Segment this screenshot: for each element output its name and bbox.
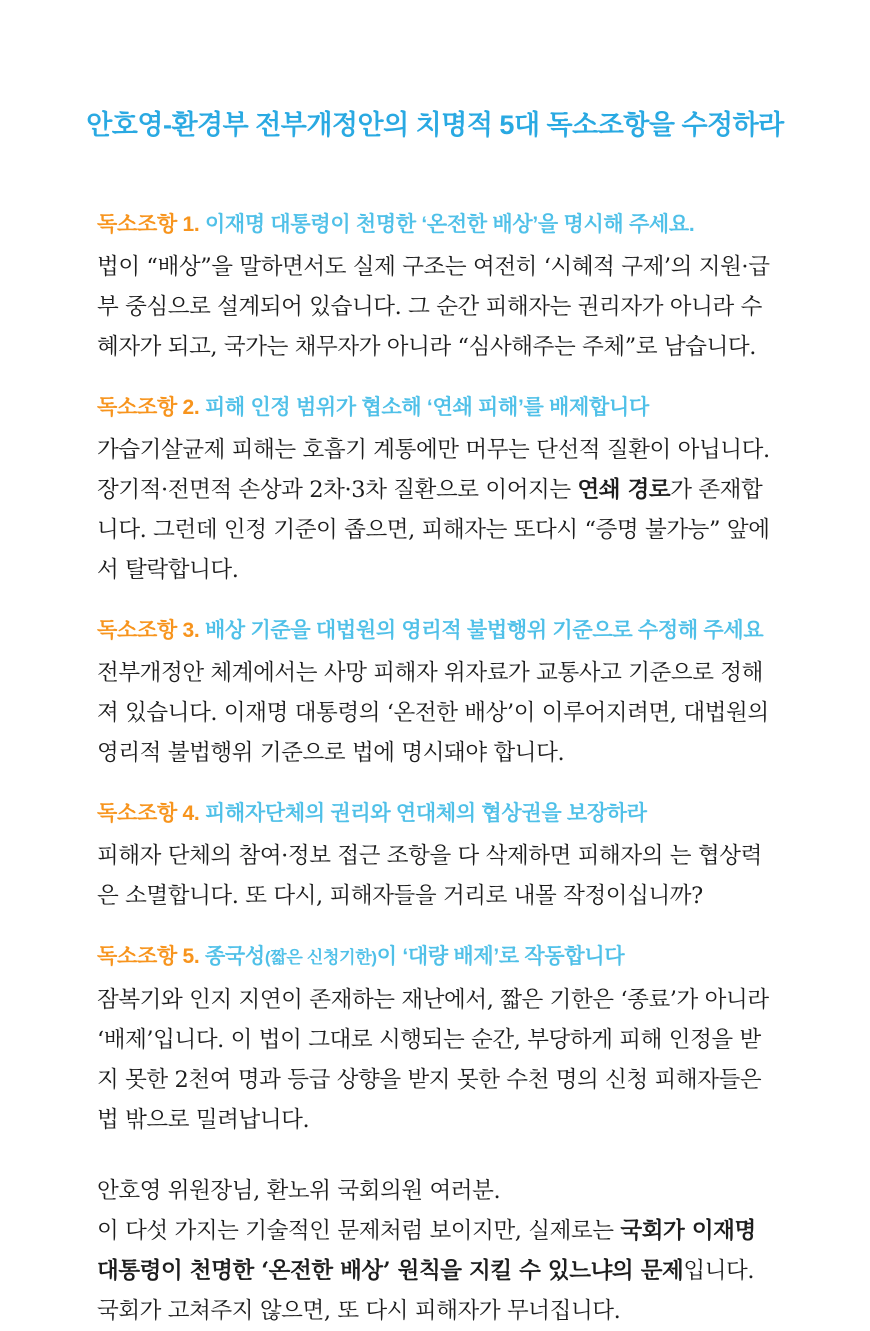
page-title: 안호영-환경부 전부개정안의 치명적 5대 독소조항을 수정하라 [86, 110, 784, 140]
text-segment: 잠복기와 인지 지연이 존재하는 재난에서, 짧은 기한은 ‘종료’가 아니라 ‘배제’입니다. 이 법이 그대로 시행되는 순간, 부당하게 피해 인정을 받지 못한 2천여 명과 등급 상향을 받지 못한 수천 명의 신청 피해자들은 법 밖으로 밀려납니다. [97, 987, 769, 1133]
section-heading-text [205, 945, 624, 968]
text-segment: 연쇄 경로 [577, 477, 671, 503]
section-heading-text [205, 619, 763, 642]
closing-paragraph [97, 1171, 775, 1331]
text-segment: 피해자단체의 권리와 연대체의 협상권을 보장하라 [204, 802, 647, 825]
section-heading [97, 617, 775, 644]
text-segment: 이 ‘대량 배제’로 작동합니다 [376, 945, 625, 968]
document-content [97, 211, 775, 1331]
section-heading [97, 394, 775, 421]
text-segment: 종국성 [204, 945, 265, 968]
section-number-label: 독소조항 5. [97, 945, 205, 968]
section-heading-text [205, 213, 695, 236]
section-number-label: 독소조항 3. [97, 619, 205, 642]
section-body [97, 980, 775, 1140]
section-heading-text [205, 396, 649, 419]
section-body [97, 430, 775, 590]
section-number-label: 독소조항 4. [97, 802, 205, 825]
section-body [97, 247, 775, 367]
text-segment: 전부개정안 체계에서는 사망 피해자 위자료가 교통사고 기준으로 정해져 있습니다. 이재명 대통령의 ‘온전한 배상’이 이루어지려면, 대법원의 영리적 불법행위 기준으로 법에 명시돼야 합니다. [97, 660, 769, 766]
sections-container [97, 211, 775, 1140]
closing-address-line: 안호영 위원장님, 환노위 국회의원 여러분. [97, 1178, 501, 1204]
section-heading [97, 211, 775, 238]
text-segment: 피해자 단체의 참여·정보 접근 조항을 다 삭제하면 피해자의 는 협상력은 소멸합니다. 또 다시, 피해자들을 거리로 내몰 작정이십니까? [97, 843, 762, 909]
section-number-label: 독소조항 1. [97, 213, 205, 236]
text-segment: 가 존재합니다. 그런데 인정 기준이 좁으면, 피해자는 또다시 “증명 불가능” 앞에서 탈락합니다. [97, 477, 770, 583]
text-segment: 국회가 이재명 대통령이 천명한 ‘온전한 배상’ 원칙을 지킬 수 있느냐의 문제 [97, 1218, 756, 1284]
poison-clause-section [97, 800, 775, 916]
text-segment: 이재명 대통령이 천명한 ‘온전한 배상’을 명시해 주세요. [204, 213, 695, 236]
closing-statement [97, 1218, 756, 1324]
section-number-label: 독소조항 2. [97, 396, 205, 419]
text-segment: (짧은 신청기한) [264, 948, 377, 967]
section-body [97, 836, 775, 916]
text-segment: 배상 기준을 대법원의 영리적 불법행위 기준으로 수정해 주세요 [204, 619, 764, 642]
poison-clause-section [97, 394, 775, 590]
text-segment: 입니다. 국회가 고쳐주지 않으면, 또 다시 피해자가 무너집니다. [97, 1258, 755, 1324]
text-segment: 피해 인정 범위가 협소해 ‘연쇄 피해’를 배제합니다 [204, 396, 649, 419]
section-heading [97, 943, 775, 971]
section-heading [97, 800, 775, 827]
section-body [97, 653, 775, 773]
text-segment: 법이 “배상”을 말하면서도 실제 구조는 여전히 ‘시혜적 구제’의 지원·급부 중심으로 설계되어 있습니다. 그 순간 피해자는 권리자가 아니라 수혜자가 되고, 국가는 채무자가 아니라 “심사해주는 주체”로 남습니다. [97, 254, 770, 360]
text-segment: 이 다섯 가지는 기술적인 문제처럼 보이지만, 실제로는 [97, 1218, 621, 1244]
section-heading-text [205, 802, 647, 825]
poison-clause-section [97, 943, 775, 1140]
poison-clause-section [97, 211, 775, 367]
text-segment: 가습기살균제 피해는 호흡기 계통에만 머무는 단선적 질환이 아닙니다. 장기적·전면적 손상과 2차·3차 질환으로 이어지는 [97, 437, 770, 503]
poison-clause-section [97, 617, 775, 773]
